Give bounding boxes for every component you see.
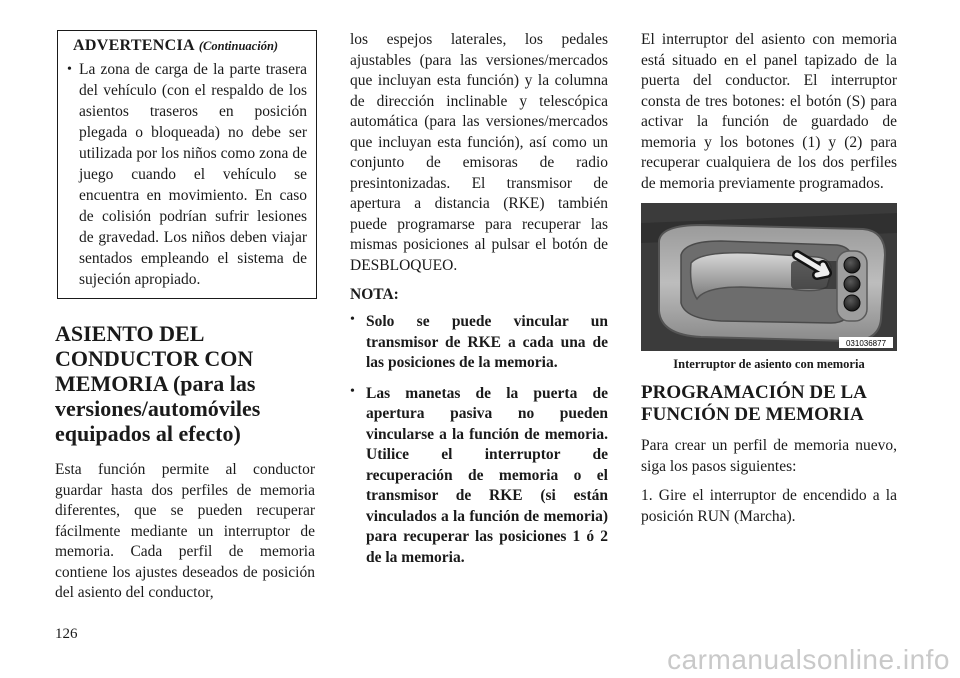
section-heading-memory-seat: ASIENTO DEL CONDUCTOR CON MEMORIA (para las versiones/automóviles equipados al efecto) bbox=[55, 321, 261, 446]
warning-text: La zona de carga de la parte trasera del vehículo (con el respaldo de los asientos traseros en posición plegada o bloqueada) no debe ser utilizada por los niños como zona de juego cuando el vehículo se encuentra en movimiento. En caso de colisión podrían sufrir lesiones de gravedad. Los niños deben viajar sentados empleando el sistema de sujeción apropiado. bbox=[79, 61, 307, 288]
warning-title: ADVERTENCIA bbox=[73, 37, 195, 54]
warning-header bbox=[67, 37, 307, 55]
warning-item bbox=[67, 59, 307, 290]
bullet-icon: • bbox=[67, 62, 72, 77]
note-text: Las manetas de la puerta de apertura pasiva no pueden vincularse a la función de memoria. Utilice el interruptor de recuperación de memoria o el transmisor de RKE (si están vinculados a la función de memoria) para recuperar las posiciones 1 ó 2 de la memoria. bbox=[366, 384, 608, 566]
figure-caption: Interruptor de asiento con memoria bbox=[673, 357, 865, 371]
note-text: Solo se puede vincular un transmisor de RKE a cada una de las posiciones de la memoria. bbox=[366, 313, 608, 371]
bullet-icon: • bbox=[350, 312, 355, 327]
paragraph-programming-intro: Para crear un perfil de memoria nuevo, siga los pasos siguientes: bbox=[641, 437, 897, 475]
paragraph-switch-location: El interruptor del asiento con memoria está situado en el panel tapizado de la puerta del conductor. El interruptor consta de tres botones: el botón (S) para activar la función de guardado de memoria y los botones (1) y (2) para recuperar cualquiera de los dos perfiles de memoria previamente programados. bbox=[641, 31, 897, 192]
left-column bbox=[55, 30, 315, 613]
memory-switch-photo bbox=[641, 203, 897, 351]
note-label: NOTA: bbox=[350, 286, 399, 303]
memory-switch-illustration bbox=[641, 203, 897, 351]
page-number: 126 bbox=[55, 626, 78, 642]
paragraph-intro: Esta función permite al conductor guardar hasta dos perfiles de memoria diferentes, que se pueden recuperar fácilmente mediante un interruptor de memoria. Cada perfil de memoria contiene los ajustes deseados de posición del asiento del conductor, bbox=[55, 461, 315, 601]
figure bbox=[641, 203, 897, 372]
note-item bbox=[350, 312, 608, 374]
watermark: carmanualsonline.info bbox=[667, 644, 950, 675]
note-item bbox=[350, 384, 608, 569]
right-column bbox=[641, 30, 897, 536]
middle-column bbox=[350, 30, 608, 578]
bullet-icon: • bbox=[350, 383, 355, 399]
step-1: 1. Gire el interruptor de encendido a la posición RUN (Marcha). bbox=[641, 487, 897, 525]
paragraph-continued: los espejos laterales, los pedales ajustables (para las versiones/mercados que incluyan esta función) y la columna de dirección inclinable y telescópica automática (para las versiones/mercados que incluyan esta función), así como un conjunto de emisoras de radio presintonizadas. El transmisor de apertura a distancia (RKE) también puede programarse para recuperar las mismas posiciones al pulsar el botón de DESBLOQUEO. bbox=[350, 31, 608, 274]
warning-continuation: (Continuación) bbox=[198, 39, 279, 53]
section-heading-programming: PROGRAMACIÓN DE LA FUNCIÓN DE MEMORIA bbox=[641, 382, 866, 425]
warning-box bbox=[57, 30, 317, 299]
figure-code: 031036877 bbox=[845, 339, 887, 348]
